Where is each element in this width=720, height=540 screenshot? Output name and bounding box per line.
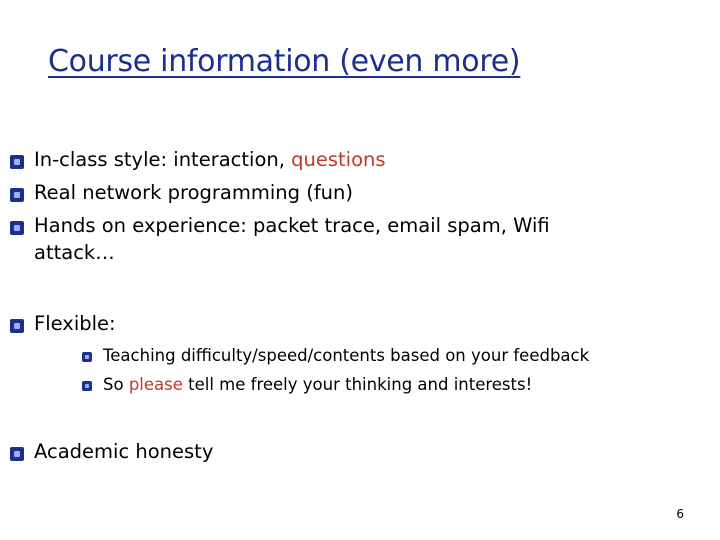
bullet-text: Academic honesty bbox=[34, 440, 214, 463]
bullet-inclass-style bbox=[10, 148, 386, 171]
bullet-network-programming bbox=[10, 181, 353, 204]
bullet-square-icon bbox=[10, 155, 24, 169]
bullet-text: Hands on experience: packet trace, email spam, Wifi attack… bbox=[34, 214, 550, 264]
bullet-academic-honesty bbox=[10, 440, 213, 463]
bullet-square-icon bbox=[10, 319, 24, 333]
bullet-text: In-class style: interaction, questions bbox=[34, 148, 386, 171]
bullet-square-icon bbox=[10, 188, 24, 202]
sub-bullet-text: Teaching difficulty/speed/contents based on your feedback bbox=[103, 346, 590, 365]
sub-bullet-please bbox=[82, 375, 532, 394]
bullet-text: Flexible: bbox=[34, 312, 116, 335]
slide-title: Course information (even more) bbox=[48, 44, 521, 79]
bullet-flexible bbox=[10, 312, 116, 335]
sub-bullet-square-icon bbox=[82, 352, 92, 362]
bullet-square-icon bbox=[10, 447, 24, 461]
sub-bullet-text: So please tell me freely your thinking and interests! bbox=[103, 375, 533, 394]
sub-bullet-teaching bbox=[82, 346, 589, 365]
highlight-please: please bbox=[128, 375, 183, 394]
sub-bullet-square-icon bbox=[82, 381, 92, 391]
page-number: 6 bbox=[676, 507, 684, 521]
bullet-square-icon bbox=[10, 221, 24, 235]
bullet-hands-on bbox=[10, 214, 550, 264]
bullet-text: Real network programming (fun) bbox=[34, 181, 354, 204]
highlight-questions: questions bbox=[291, 148, 386, 171]
